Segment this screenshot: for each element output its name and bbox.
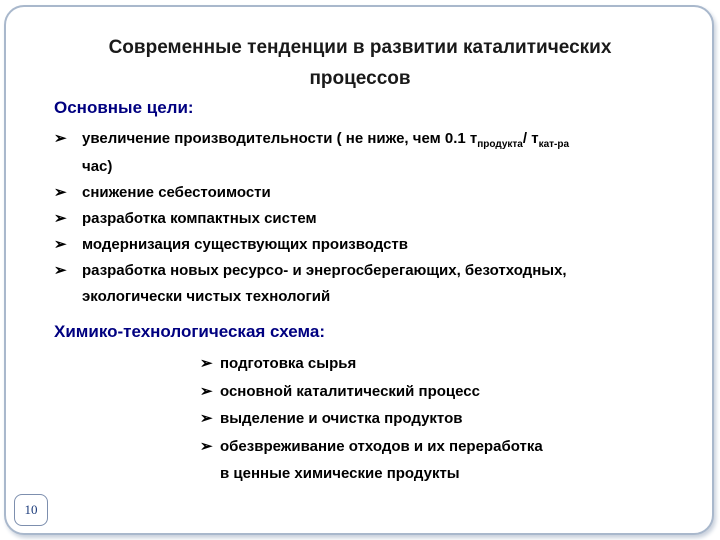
scheme-item-2 [200, 378, 680, 406]
arrow-bullet-icon: ➢ [54, 262, 67, 279]
title-line-1: Современные тенденции в развитии каталитических [108, 37, 612, 58]
scheme-item-1-text: подготовка сырья [220, 355, 357, 372]
arrow-bullet-icon: ➢ [200, 382, 213, 400]
title-line-2: процессов [309, 68, 411, 89]
scheme-item-1 [200, 350, 680, 378]
arrow-bullet-icon: ➢ [54, 236, 67, 253]
scheme-item-4 [200, 433, 680, 461]
goal-item-4 [54, 232, 694, 258]
scheme-item-4-continued: в ценные химические продукты [220, 465, 460, 482]
scheme-item-2-text: основной каталитический процесс [220, 382, 480, 400]
goal-item-1-text: увеличение производительности ( не ниже, чем 0.1 т [82, 130, 478, 147]
goals-heading: Основные цели: [54, 98, 194, 117]
scheme-item-3-text: выделение и очистка продуктов [220, 410, 463, 427]
goals-list [54, 126, 694, 310]
goal-item-1 [54, 126, 694, 154]
slide-title [20, 32, 700, 94]
goal-item-2 [54, 180, 694, 206]
goal-item-4-text: модернизация существующих производств [82, 236, 408, 253]
goal-item-3 [54, 206, 694, 232]
goal-item-5-text: разработка новых ресурсо- и энергосберегающих, безотходных, [82, 262, 567, 279]
scheme-heading: Химико-технологическая схема: [54, 322, 325, 341]
goal-item-2-text: снижение себестоимости [82, 184, 271, 201]
page-number: 10 [14, 494, 48, 526]
goal-item-1-continued: час) [82, 158, 113, 175]
goal-item-3-text: разработка компактных систем [82, 210, 317, 227]
goal-item-1-separator: / т [522, 130, 539, 147]
arrow-bullet-icon: ➢ [54, 210, 67, 227]
goal-item-1-sub-product: продукта [477, 139, 523, 150]
arrow-bullet-icon: ➢ [200, 355, 213, 372]
scheme-item-4-text: обезвреживание отходов и их переработка [220, 437, 543, 455]
arrow-bullet-icon: ➢ [200, 410, 213, 427]
arrow-bullet-icon: ➢ [200, 437, 213, 455]
scheme-list [200, 350, 680, 488]
scheme-item-3 [200, 405, 680, 433]
goal-item-1-sub-catalyst: кат-ра [538, 139, 570, 150]
arrow-bullet-icon: ➢ [54, 184, 67, 201]
goal-item-5 [54, 258, 694, 284]
arrow-bullet-icon: ➢ [54, 130, 67, 147]
goal-item-5-continued: экологически чистых технологий [82, 288, 331, 305]
